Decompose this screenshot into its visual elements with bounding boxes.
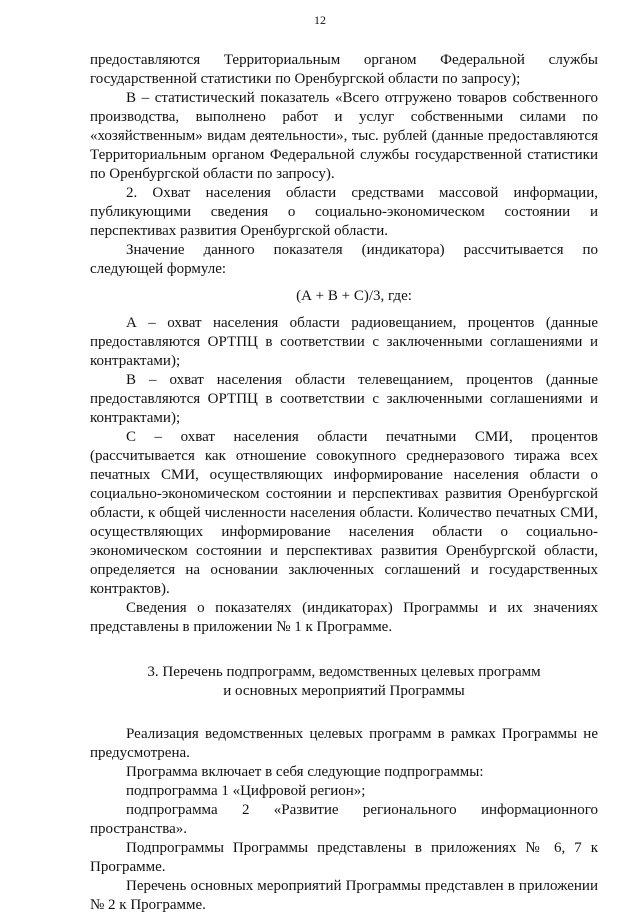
section-heading [90, 663, 598, 701]
paragraph-continuation: предоставляются Территориальным органом Федеральной службы государственной статистики по Оренбургской области по запросу); [90, 52, 598, 87]
formula: (А + В + С)/3, где: [296, 288, 412, 304]
paragraph-tv: В – охват населения области телевещанием, процентов (данные предоставляются ОРТПЦ в соответствии с заключенными соглашениями и контрактами); [90, 372, 598, 426]
page-number: 12 [314, 13, 326, 27]
list-item-subprogram-2: подпрограмма 2 «Развитие регионального информационного пространства». [90, 802, 598, 837]
paragraph-main-activities: Перечень основных мероприятий Программы представлен в приложении № 2 к Программе. [90, 878, 598, 913]
section-heading-line-2: и основных мероприятий Программы [223, 683, 465, 699]
paragraph-departmental-programs: Реализация ведомственных целевых программ в рамках Программы не предусмотрена. [90, 726, 598, 761]
document-body [90, 51, 598, 915]
paragraph-media-coverage: 2. Охват населения области средствами массовой информации, публикующими сведения о социально-экономическом состоянии и перспективах развития Оренбургской области. [90, 185, 598, 239]
paragraph-print-media: С – охват населения области печатными СМИ, процентов (рассчитывается как отношение совокупного среднеразового тиража всех печатных СМИ, осуществляющих информирование населения области о социально-экономическом состоянии и перспективах развития Оренбургской области, к общей численности населения области. Количество печатных СМИ, осуществляющих информирование населения области о социально-экономическом состоянии и перспективах развития Оренбургской области, определяется на основании заключенных соглашений и государственных контрактов). [90, 429, 598, 597]
list-item-subprogram-1: подпрограмма 1 «Цифровой регион»; [126, 783, 366, 799]
section-heading-line-1: 3. Перечень подпрограмм, ведомственных целевых программ [147, 664, 541, 680]
paragraph-subprograms-appendix: Подпрограммы Программы представлены в приложениях № 6, 7 к Программе. [90, 840, 598, 875]
paragraph-indicators-info: Сведения о показателях (индикаторах) Программы и их значениях представлены в приложении № 1 к Программе. [90, 600, 598, 635]
paragraph-formula-intro: Значение данного показателя (индикатора) рассчитывается по следующей формуле: [90, 242, 598, 277]
paragraph-radio: А – охват населения области радиовещанием, процентов (данные предоставляются ОРТПЦ в соответствии с заключенными соглашениями и контрактами); [90, 315, 598, 369]
paragraph-indicator-b: В – статистический показатель «Всего отгружено товаров собственного производства, выполнено работ и услуг собственными силами по «хозяйственным» видам деятельности», тыс. рублей (данные предоставляются Территориальным органом Федеральной службы государственной статистики по Оренбургской области по запросу). [90, 90, 598, 182]
paragraph-subprograms-intro: Программа включает в себя следующие подпрограммы: [126, 764, 484, 780]
